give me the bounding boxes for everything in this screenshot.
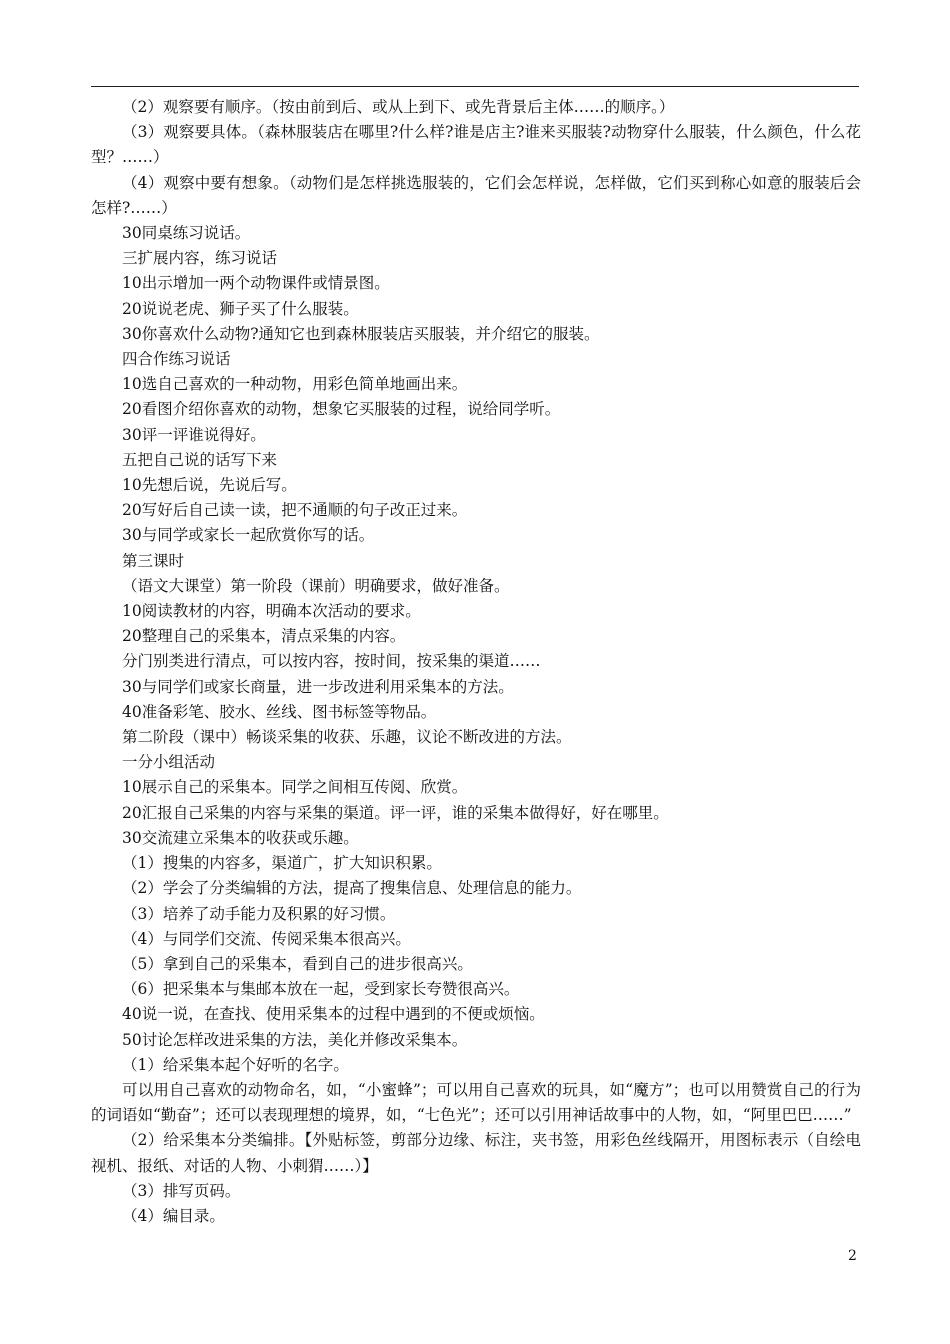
- text-line: （1）给采集本起个好听的名字。: [122, 1055, 349, 1074]
- text-line: 30同桌练习说话。: [122, 224, 251, 243]
- text-line: 20写好后自己读一读，把不通顺的句子改正过来。: [122, 501, 468, 520]
- text-line: （语文大课堂）第一阶段（课前）明确要求，做好准备。: [122, 576, 510, 595]
- text-line: 30与同学们或家长商量，进一步改进利用采集本的方法。: [122, 677, 514, 696]
- text-line: （2）观察要有顺序。（按由前到后、或从上到下、或先背景后主体……的顺序。）: [122, 98, 675, 116]
- paragraph: （2）给采集本分类编排。【外贴标签，剪部分边缘、标注，夹书签，用彩色丝线隔开，用图标表示（自绘电视机、报纸、对话的人物、小刺猬……）】: [91, 1131, 861, 1175]
- text-line: （2）学会了分类编辑的方法，提高了搜集信息、处理信息的能力。: [122, 879, 582, 898]
- text-line: 20看图介绍你喜欢的动物，想象它买服装的过程，说给同学听。: [122, 400, 561, 419]
- document-body: [91, 95, 861, 1229]
- text-line: 10展示自己的采集本。同学之间相互传阅、欣赏。: [122, 778, 468, 797]
- text-line: （5）拿到自己的采集本，看到自己的进步很高兴。: [122, 954, 473, 973]
- text-line: （4）编目录。: [122, 1206, 225, 1225]
- text-line: （4）与同学们交流、传阅采集本很高兴。: [122, 929, 411, 948]
- text-line: 50讨论怎样改进采集的方法，美化并修改采集本。: [122, 1030, 468, 1049]
- text-line: 20说说老虎、狮子买了什么服装。: [122, 299, 359, 318]
- text-line: 10选自己喜欢的一种动物，用彩色简单地画出来。: [122, 375, 468, 394]
- paragraph: （4）观察中要有想象。（动物们是怎样挑选服装的，它们会怎样说，怎样做，它们买到称心如意的服装后会怎样?……）: [91, 173, 861, 217]
- text-line: 四合作练习说话: [122, 350, 231, 369]
- text-line: 第二阶段（课中）畅谈采集的收获、乐趣，议论不断改进的方法。: [122, 728, 572, 747]
- text-line: （1）搜集的内容多，渠道广，扩大知识积累。: [122, 854, 442, 873]
- text-line: （3）培养了动手能力及积累的好习惯。: [122, 904, 396, 923]
- text-line: 三扩展内容，练习说话: [122, 249, 278, 268]
- text-line: 30与同学或家长一起欣赏你写的话。: [122, 526, 375, 545]
- text-line: 40准备彩笔、胶水、丝线、图书标签等物品。: [122, 702, 437, 721]
- paragraph: 可以用自己喜欢的动物命名，如，“小蜜蜂”；可以用自己喜欢的玩具，如“魔方”；也可以用赞赏自己的行为的词语如“勤奋”；还可以表现理想的境界，如，“七色光”；还可以引用神话故事中的人物，如，“阿里巴巴……”: [91, 1080, 861, 1125]
- page-number: 2: [848, 1248, 857, 1264]
- text-line: 30评一评谁说得好。: [122, 425, 266, 444]
- text-line: 20汇报自己采集的内容与采集的渠道。评一评，谁的采集本做得好，好在哪里。: [122, 803, 669, 822]
- header-rule: [91, 86, 859, 87]
- text-line: 10出示增加一两个动物课件或情景图。: [122, 274, 390, 293]
- text-line: 10先想后说，先说后写。: [122, 476, 297, 495]
- text-line: 一分小组活动: [122, 753, 216, 772]
- text-line: 分门别类进行清点，可以按内容，按时间，按采集的渠道……: [122, 652, 541, 671]
- text-line: 第三课时: [122, 551, 185, 570]
- text-line: （3）排写页码。: [122, 1181, 241, 1200]
- text-line: （6）把采集本与集邮本放在一起，受到家长夸赞很高兴。: [122, 980, 520, 999]
- text-line: 20整理自己的采集本，清点采集的内容。: [122, 627, 406, 646]
- text-line: 30你喜欢什么动物?通知它也到森林服装店买服装，并介绍它的服装。: [122, 324, 600, 343]
- text-line: 五把自己说的话写下来: [122, 450, 278, 469]
- text-line: 30交流建立采集本的收获或乐趣。: [122, 828, 359, 847]
- paragraph: （3）观察要具体。（森林服装店在哪里?什么样?谁是店主?谁来买服装?动物穿什么服装，什么颜色，什么花型？……）: [91, 123, 861, 167]
- text-line: 10阅读教材的内容，明确本次活动的要求。: [122, 602, 421, 621]
- text-line: 40说一说，在查找、使用采集本的过程中遇到的不便或烦恼。: [122, 1005, 545, 1024]
